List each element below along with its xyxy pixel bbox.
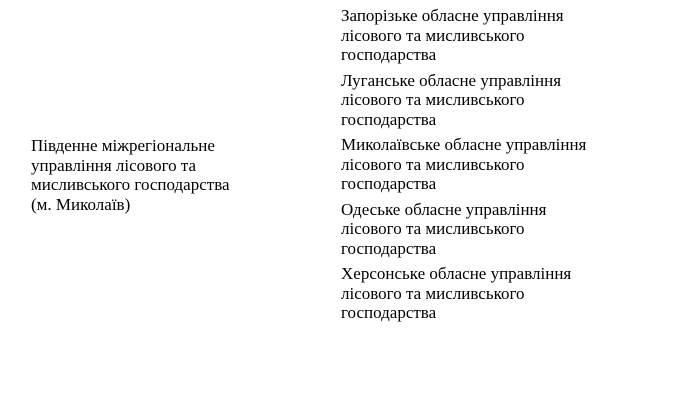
text-line: Луганське обласне управління — [341, 70, 562, 90]
text-line: лісового та мисливського — [341, 154, 525, 174]
list-item — [341, 71, 671, 130]
text-line: лісового та мисливського — [341, 90, 525, 109]
regional-department-name — [31, 136, 311, 214]
text-line: лісового та мисливського — [341, 25, 525, 45]
list-item — [341, 200, 671, 259]
text-line: Запорізьке обласне управління — [341, 6, 564, 25]
text-line: господарства — [341, 109, 437, 129]
text-line: господарства — [341, 238, 437, 258]
text-line: (м. Миколаїв) — [31, 194, 131, 214]
text-line: лісового та мисливського — [341, 283, 525, 303]
text-line: Миколаївське обласне управління — [341, 135, 587, 154]
text-line: мисливського господарства — [31, 175, 230, 194]
text-line: господарства — [341, 174, 437, 193]
list-item — [341, 6, 671, 65]
text-line: управління лісового та — [31, 155, 197, 175]
text-line: Одеське обласне управління — [341, 199, 547, 219]
list-item — [341, 135, 671, 194]
text-line: Херсонське обласне управління — [341, 264, 572, 283]
text-line: Південне міжрегіональне — [31, 136, 215, 155]
oblast-departments-list — [341, 6, 671, 329]
text-line: лісового та мисливського — [341, 219, 525, 238]
text-line: господарства — [341, 303, 437, 322]
text-line: господарства — [341, 45, 437, 64]
list-item — [341, 264, 671, 323]
